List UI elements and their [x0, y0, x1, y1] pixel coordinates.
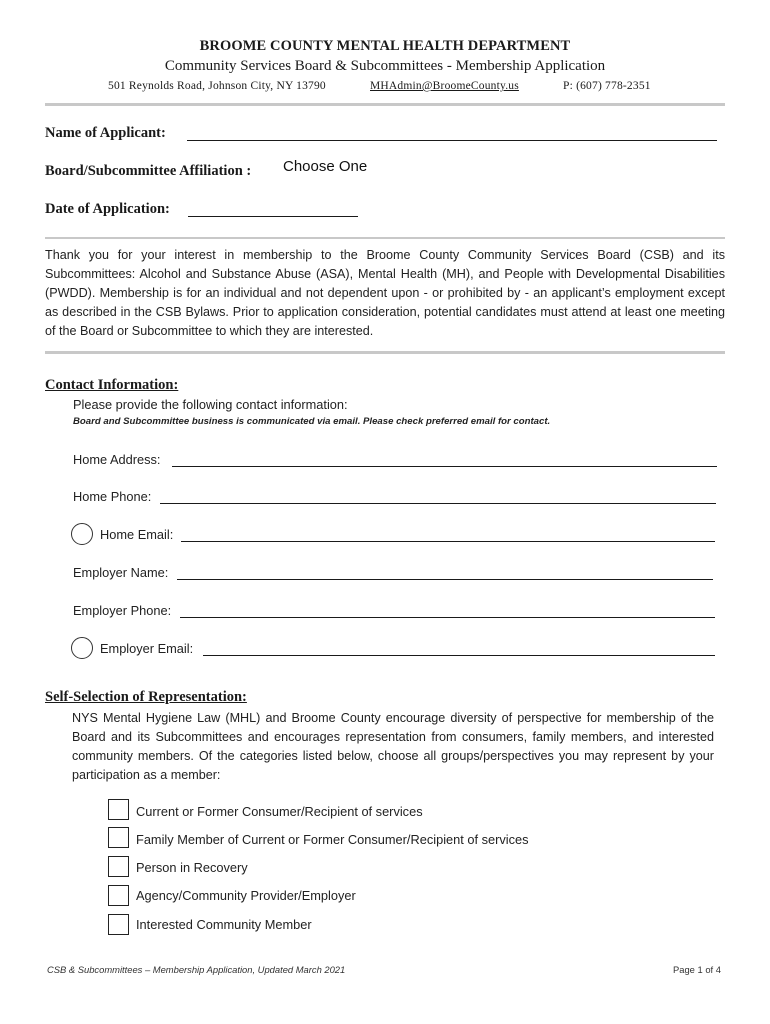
home-address-label: Home Address:	[73, 452, 161, 467]
department-title: BROOME COUNTY MENTAL HEALTH DEPARTMENT	[199, 38, 571, 54]
home-phone-field[interactable]	[160, 503, 716, 504]
checkbox-agency-provider-employer[interactable]	[108, 885, 129, 906]
affiliation-label: Board/Subcommittee Affiliation :	[45, 163, 252, 179]
department-email-link[interactable]: MHAdmin@BroomeCounty.us	[370, 80, 519, 92]
home-address-field[interactable]	[172, 466, 717, 467]
header-divider	[45, 103, 725, 106]
applicant-name-field[interactable]	[187, 140, 717, 141]
representation-heading: Self-Selection of Representation:	[45, 689, 247, 705]
application-date-field[interactable]	[188, 216, 358, 217]
option-label-interested-community-member: Interested Community Member	[136, 917, 312, 932]
employer-name-field[interactable]	[177, 579, 713, 580]
checkbox-person-in-recovery[interactable]	[108, 856, 129, 877]
employer-email-preferred-radio[interactable]	[71, 637, 93, 659]
representation-description: NYS Mental Hygiene Law (MHL) and Broome County encourage diversity of perspective for membership of the Board and its Subcommittees and encourages representation from consumers, family members, and interested community members. Of the categories listed below, choose all groups/perspectives you may represent by your participation as a member:	[72, 711, 714, 782]
applicant-name-label: Name of Applicant:	[45, 125, 166, 141]
affiliation-dropdown[interactable]: Choose One	[283, 158, 368, 175]
home-phone-label: Home Phone:	[73, 489, 152, 504]
checkbox-interested-community-member[interactable]	[108, 914, 129, 935]
option-label-person-in-recovery: Person in Recovery	[136, 860, 248, 875]
option-label-family-member: Family Member of Current or Former Consumer/Recipient of services	[136, 832, 529, 847]
option-label-current-former-consumer: Current or Former Consumer/Recipient of services	[136, 804, 423, 819]
employer-phone-field[interactable]	[180, 617, 715, 618]
checkbox-current-former-consumer[interactable]	[108, 799, 129, 820]
form-subtitle: Community Services Board & Subcommittees - Membership Application	[164, 58, 606, 74]
intro-bottom-divider	[45, 351, 725, 354]
employer-email-field[interactable]	[203, 655, 715, 656]
contact-instructions: Please provide the following contact information:	[73, 397, 348, 412]
footer-document-title: CSB & Subcommittees – Membership Application, Updated March 2021	[47, 964, 346, 975]
employer-phone-label: Employer Phone:	[73, 603, 172, 618]
intro-top-divider	[45, 237, 725, 239]
department-phone: P: (607) 778-2351	[563, 80, 651, 92]
department-address: 501 Reynolds Road, Johnson City, NY 13790	[108, 80, 326, 92]
employer-email-label: Employer Email:	[100, 641, 194, 656]
intro-paragraph: Thank you for your interest in membership to the Broome County Community Services Board (CSB) and its Subcommittees: Alcohol and Substance Abuse (ASA), Mental Health (MH), and People with Developmental Disabilities (PWDD). Membership is for an individual and not dependent upon - or prohibited by - an applicant’s employment except as described in the CSB Bylaws. Prior to application consideration, potential candidates must attend at least one meeting of the Board or Subcommittee to which they are interested.	[45, 248, 725, 338]
option-label-agency-provider-employer: Agency/Community Provider/Employer	[136, 888, 356, 903]
contact-heading: Contact Information:	[45, 377, 179, 393]
application-date-label: Date of Application:	[45, 201, 170, 217]
footer-page-number: Page 1 of 4	[673, 964, 721, 975]
home-email-field[interactable]	[181, 541, 715, 542]
contact-email-note: Board and Subcommittee business is communicated via email. Please check preferred email for contact.	[73, 416, 551, 427]
home-email-label: Home Email:	[100, 527, 174, 542]
employer-name-label: Employer Name:	[73, 565, 169, 580]
home-email-preferred-radio[interactable]	[71, 523, 93, 545]
checkbox-family-member[interactable]	[108, 827, 129, 848]
